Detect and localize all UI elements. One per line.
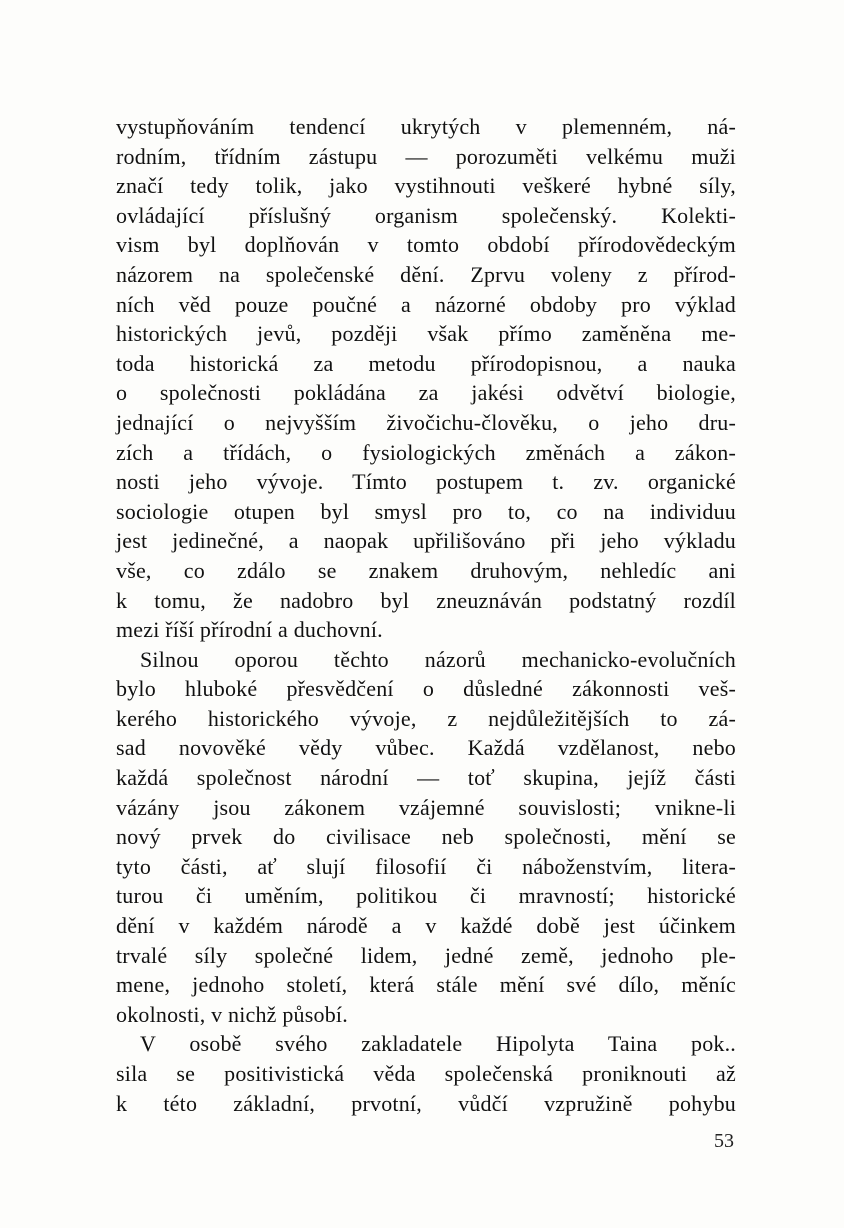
text-line: vše, co zdálo se znakem druhovým, nehledíc ani	[116, 557, 736, 583]
text-line: vism byl doplňován v tomto období přírodovědeckým	[116, 232, 736, 258]
text-line: Silnou oporou těchto názorů mechanicko-evolučních	[140, 646, 736, 672]
text-line: sad novověké vědy vůbec. Každá vzdělanost, nebo	[116, 735, 736, 761]
text-line: o společnosti pokládána za jakési odvětví biologie,	[116, 380, 736, 406]
text-line: tyto části, ať slují filosofií či náboženstvím, litera-	[116, 853, 736, 879]
text-line: sociologie otupen byl smysl pro to, co na individuu	[116, 498, 736, 524]
text-line: dění v každém národě a v každé době jest účinkem	[116, 913, 736, 939]
text-line: rodním, třídním zástupu — porozuměti velkému muži	[116, 143, 736, 169]
text-line: jest jedinečné, a naopak upřilišováno při jeho výkladu	[116, 528, 736, 554]
text-line: historických jevů, později však přímo zaměněna me-	[116, 321, 736, 347]
text-line: mezi říší přírodní a duchovní.	[116, 617, 383, 643]
text-line: k tomu, že nadobro byl zneuznáván podstatný rozdíl	[116, 587, 736, 613]
page-number: 53	[714, 1130, 734, 1152]
text-line: bylo hluboké přesvědčení o důsledné zákonnosti veš-	[116, 676, 736, 702]
text-line: okolnosti, v nichž působí.	[116, 1001, 348, 1027]
text-line: nový prvek do civilisace neb společnosti, mění se	[116, 824, 736, 850]
text-line: názorem na společenské dění. Zprvu voleny z přírod-	[116, 261, 736, 287]
text-line: trvalé síly společné lidem, jedné země, jednoho ple-	[116, 942, 736, 968]
text-line: ovládající příslušný organism společenský. Kolekti-	[116, 202, 736, 228]
text-line: zích a třídách, o fysiologických změnách a zákon-	[116, 439, 736, 465]
text-line: turou či uměním, politikou či mravností; historické	[116, 883, 736, 909]
text-line: jednající o nejvyšším živočichu-člověku, o jeho dru-	[116, 409, 736, 435]
text-line: mene, jednoho století, která stále mění své dílo, měníc	[116, 972, 736, 998]
text-line: k této základní, prvotní, vůdčí vzpružině pohybu	[116, 1090, 736, 1116]
text-line: V osobě svého zakladatele Hipolyta Taina pok..	[140, 1031, 736, 1057]
text-line: ních věd pouze poučné a názorné obdoby pro výklad	[116, 291, 736, 317]
text-line: toda historická za metodu přírodopisnou, a nauka	[116, 350, 736, 376]
text-line: každá společnost národní — toť skupina, jejíž části	[116, 765, 736, 791]
text-line: sila se positivistická věda společenská proniknouti až	[116, 1061, 736, 1086]
text-line: značí tedy tolik, jako vystihnouti veškeré hybné síly,	[116, 173, 736, 199]
text-line: nosti jeho vývoje. Tímto postupem t. zv. organické	[116, 469, 736, 495]
text-line: vázány jsou zákonem vzájemné souvislosti; vnikne-li	[116, 794, 736, 820]
text-line: vystupňováním tendencí ukrytých v plemenném, ná-	[116, 114, 736, 139]
body-text	[116, 112, 736, 1118]
text-line: kerého historického vývoje, z nejdůležitějších to zá-	[116, 705, 736, 731]
